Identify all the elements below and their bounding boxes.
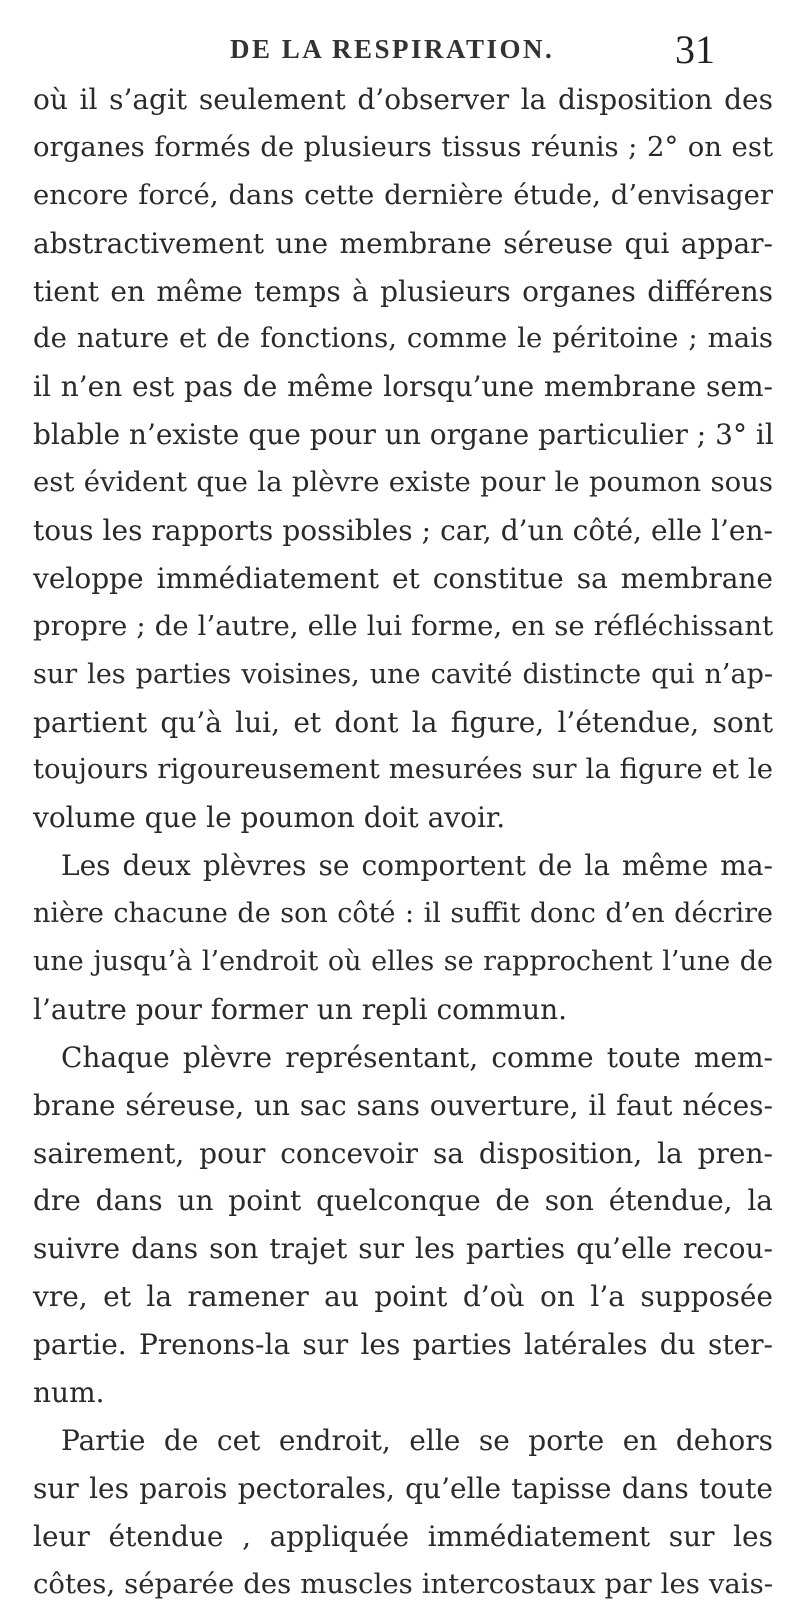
text-line: Partie de cet endroit, elle se porte en dehors bbox=[61, 1423, 773, 1457]
text-line: leur étendue , appliquée immédiatement sur les bbox=[33, 1519, 773, 1553]
text-line: où il s’agit seulement d’observer la disposition des bbox=[33, 83, 773, 116]
text-line: tient en même temps à plusieurs organes différens bbox=[33, 274, 773, 308]
text-line: organes formés de plusieurs tissus réunis ; 2° on est bbox=[33, 130, 773, 163]
text-line: une jusqu’à l’endroit où elles se rapprochent l’une de bbox=[33, 946, 773, 978]
text-line: volume que le poumon doit avoir. bbox=[33, 801, 506, 835]
text-line: l’autre pour former un repli commun. bbox=[33, 992, 568, 1026]
text-line: sur les parties voisines, une cavité distincte qui n’ap- bbox=[33, 658, 773, 690]
text-line: est évident que la plèvre existe pour le poumon sous bbox=[33, 466, 773, 499]
page-number: 31 bbox=[675, 27, 715, 72]
text-line: nière chacune de son côté : il suffit donc d’en décrire bbox=[33, 898, 773, 930]
text-line: partie. Prenons-la sur les parties latérales du ster- bbox=[33, 1328, 773, 1362]
text-line: propre ; de l’autre, elle lui forme, en se réfléchissant bbox=[33, 609, 773, 642]
text-line: vre, et la ramener au point d’où on l’a supposée bbox=[33, 1280, 773, 1314]
text-line: veloppe immédiatement et constitue sa membrane bbox=[33, 561, 773, 595]
text-line: partient qu’à lui, et dont la figure, l’étendue, sont bbox=[33, 705, 773, 739]
running-head bbox=[0, 27, 800, 74]
body-text bbox=[33, 76, 773, 1609]
running-title: DE LA RESPIRATION. bbox=[230, 34, 555, 64]
text-line: tous les rapports possibles ; car, d’un côté, elle l’en- bbox=[33, 514, 773, 548]
text-line: dre dans un point quelconque de son étendue, la bbox=[33, 1184, 773, 1218]
text-line: blable n’existe que pour un organe particulier ; 3° il bbox=[33, 418, 774, 452]
text-line: abstractivement une membrane séreuse qui appar- bbox=[33, 226, 773, 260]
text-line: suivre dans son trajet sur les parties qu’elle recou- bbox=[33, 1232, 773, 1266]
text-line: num. bbox=[33, 1376, 105, 1410]
text-line: Les deux plèvres se comportent de la même ma- bbox=[61, 849, 773, 883]
text-line: sur les parois pectorales, qu’elle tapisse dans toute bbox=[33, 1471, 773, 1505]
text-line: brane séreuse, un sac sans ouverture, il faut néces- bbox=[33, 1088, 773, 1122]
text-line: Chaque plèvre représentant, comme toute mem- bbox=[61, 1040, 773, 1074]
text-line: il n’en est pas de même lorsqu’une membrane sem- bbox=[33, 370, 773, 404]
text-line: sairement, pour concevoir sa disposition, la pren- bbox=[33, 1136, 773, 1170]
text-line: encore forcé, dans cette dernière étude, d’envisager bbox=[33, 178, 773, 211]
text-line: côtes, séparée des muscles intercostaux par les vais- bbox=[33, 1567, 773, 1600]
text-line: de nature et de fonctions, comme le péritoine ; mais bbox=[33, 322, 773, 355]
text-line: toujours rigoureusement mesurées sur la figure et le bbox=[33, 753, 773, 786]
